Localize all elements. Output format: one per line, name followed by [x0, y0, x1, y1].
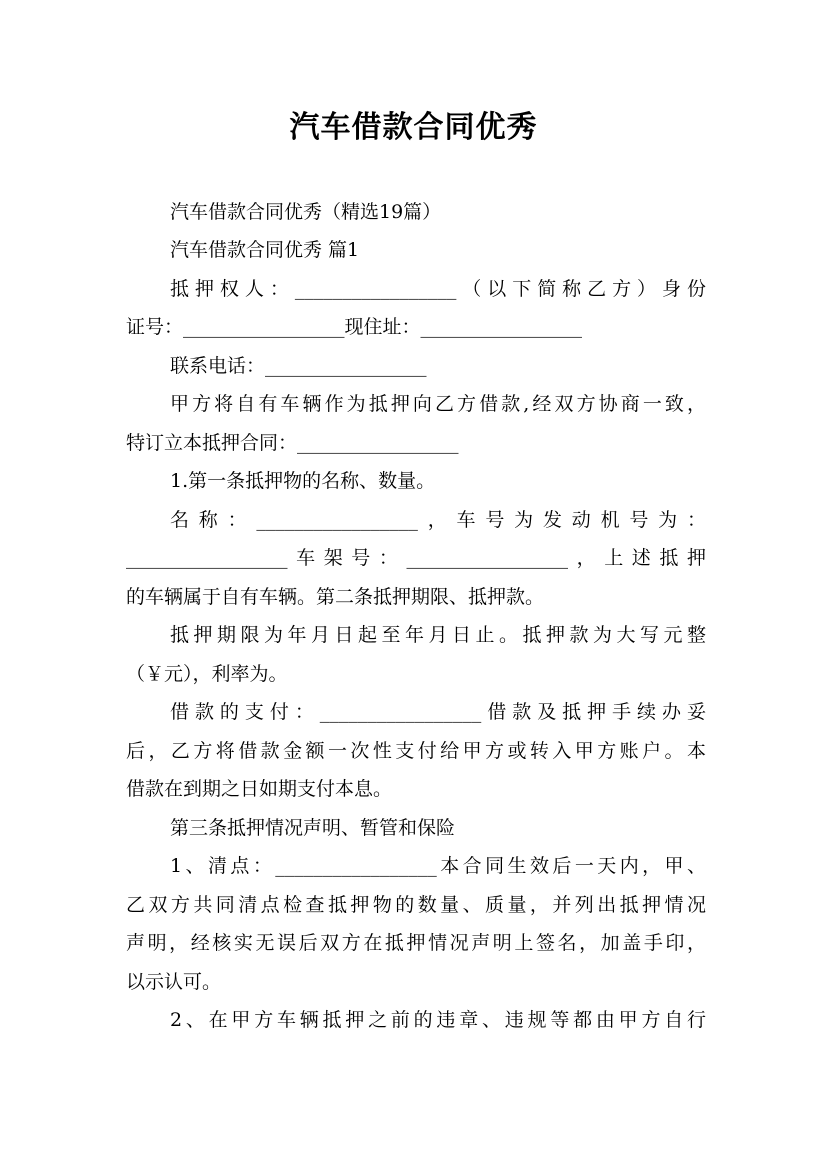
paragraph-line: 证号：_________________现住址：_________________	[126, 316, 583, 338]
paragraph-line: （￥元），利率为。	[126, 663, 288, 685]
paragraph-line: 乙双方共同清点检查抵押物的数量、质量，并列出抵押情况	[126, 894, 706, 916]
paragraph-line: 后，乙方将借款金额一次性支付给甲方或转入甲方账户。本	[126, 740, 706, 762]
paragraph-line: 的车辆属于自有车辆。第二条抵押期限、抵押款。	[126, 586, 545, 608]
paragraph-line: _________________车架号：_________________，上述抵押	[126, 547, 706, 569]
document-title: 汽车借款合同优秀	[289, 110, 538, 145]
paragraph-line: 以示认可。	[126, 971, 222, 993]
paragraph-line: 借款在到期之日如期支付本息。	[126, 778, 393, 800]
section-heading: 汽车借款合同优秀 篇1	[170, 239, 360, 261]
paragraph-line: 甲方将自有车辆作为抵押向乙方借款,经双方协商一致，	[170, 393, 706, 415]
paragraph-line: 名称：_________________，车号为发动机号为：	[170, 509, 706, 531]
paragraph-line: 借款的支付：_________________借款及抵押手续办妥	[170, 701, 706, 723]
paragraph-line: 2、在甲方车辆抵押之前的违章、违规等都由甲方自行	[170, 1009, 706, 1031]
paragraph-line: 联系电话：_________________	[170, 355, 427, 377]
paragraph-line: 声明，经核实无误后双方在抵押情况声明上签名，加盖手印，	[126, 932, 706, 954]
paragraph-line: 1、清点：_________________本合同生效后一天内，甲、	[170, 855, 706, 877]
paragraph-line: 抵押期限为年月日起至年月日止。抵押款为大写元整	[170, 624, 706, 646]
paragraph-line: 特订立本抵押合同：_________________	[126, 432, 459, 454]
subtitle-line: 汽车借款合同优秀（精选19篇）	[170, 201, 442, 223]
paragraph-line: 抵押权人：_________________（以下简称乙方）身份	[170, 278, 706, 300]
clause-heading: 第三条抵押情况声明、暂管和保险	[170, 817, 456, 839]
clause-heading: 1.第一条抵押物的名称、数量。	[170, 470, 436, 492]
